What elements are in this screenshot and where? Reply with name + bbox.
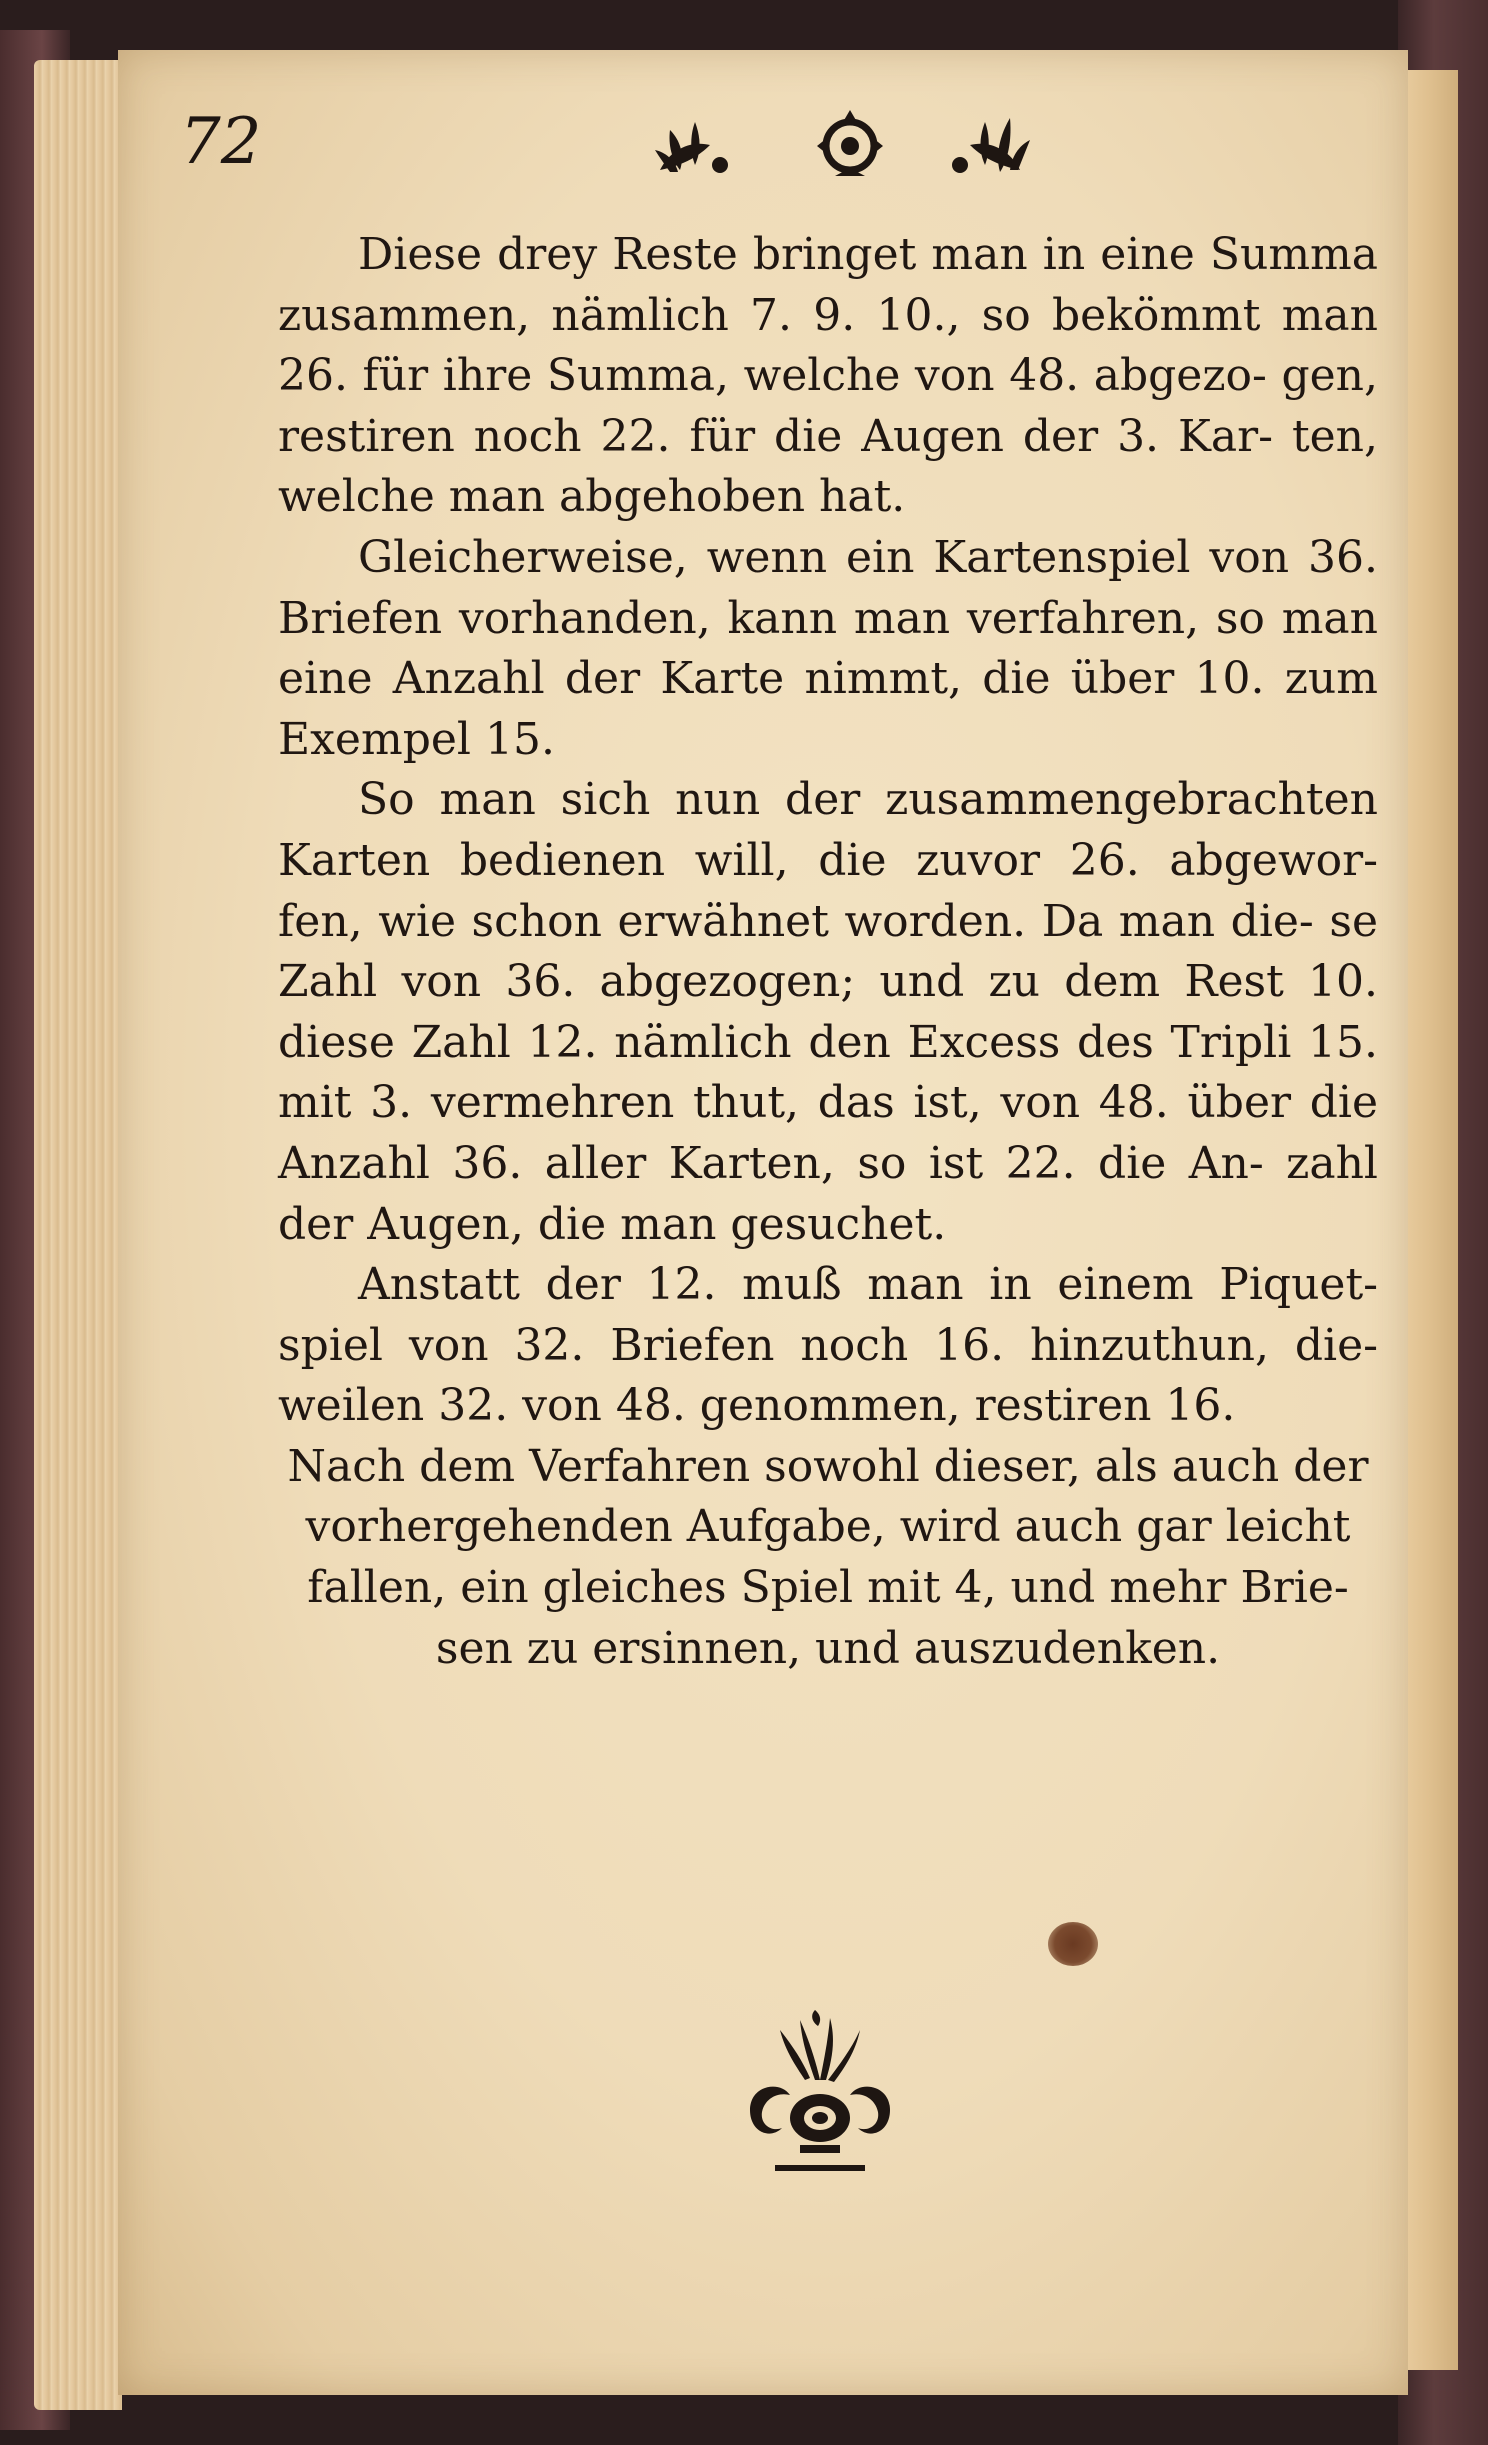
paragraph: So man sich nun der zusammengebrachten Karten bedienen will, die zuvor 26. abgewor‑ fen, wie schon erwähnet worden. Da man die‑ se Zahl von 36. abgezogen; und zu dem Rest 10. diese Zahl 12. nämlich den Excess des Tripli 15. mit 3. vermehren thut, das ist, von 48. über die Anzahl 36. aller Karten, so ist 22. die An‑ zahl der Augen, die man gesuchet. (278, 774, 1378, 1250)
header-ornament (640, 100, 1060, 190)
ink-stain (1048, 1922, 1098, 1966)
paragraph: Gleicherweise, wenn ein Kartenspiel von 36. Briefen vorhanden, kann man verfahren, so man eine Anzahl der Karte nimmt, die über 10. zum Exempel 15. (278, 531, 1378, 765)
tail-ornament (720, 2000, 920, 2190)
leaf-sprig-icon (655, 122, 728, 173)
flower-vase-icon (720, 2000, 920, 2190)
paragraph: Nach dem Verfahren sowohl dieser, als auch der vorhergehenden Aufgabe, wird auch gar leicht fallen, ein gleiches Spiel mit 4, und mehr Brie‑ sen zu ersinnen, und auszudenken. (287, 1440, 1369, 1674)
leaf-sprig-icon (952, 118, 1030, 173)
page-number: 72 (180, 105, 262, 179)
body-text (278, 225, 1378, 1679)
left-page-edges (34, 60, 122, 2410)
right-page-edge (1400, 70, 1458, 2370)
paragraph: Diese drey Reste bringet man in eine Summa zusammen, nämlich 7. 9. 10., so bekömmt man 26. für ihre Summa, welche von 48. abgezo‑ gen, restiren noch 22. für die Augen der 3. Kar‑ ten, welche man abgehoben hat. (278, 229, 1378, 523)
rosette-icon (817, 110, 883, 176)
paragraph: Anstatt der 12. muß man in einem Piquet‑ spiel von 32. Briefen noch 16. hinzuthun, die‑ weilen 32. von 48. genommen, restiren 16. (278, 1259, 1378, 1432)
